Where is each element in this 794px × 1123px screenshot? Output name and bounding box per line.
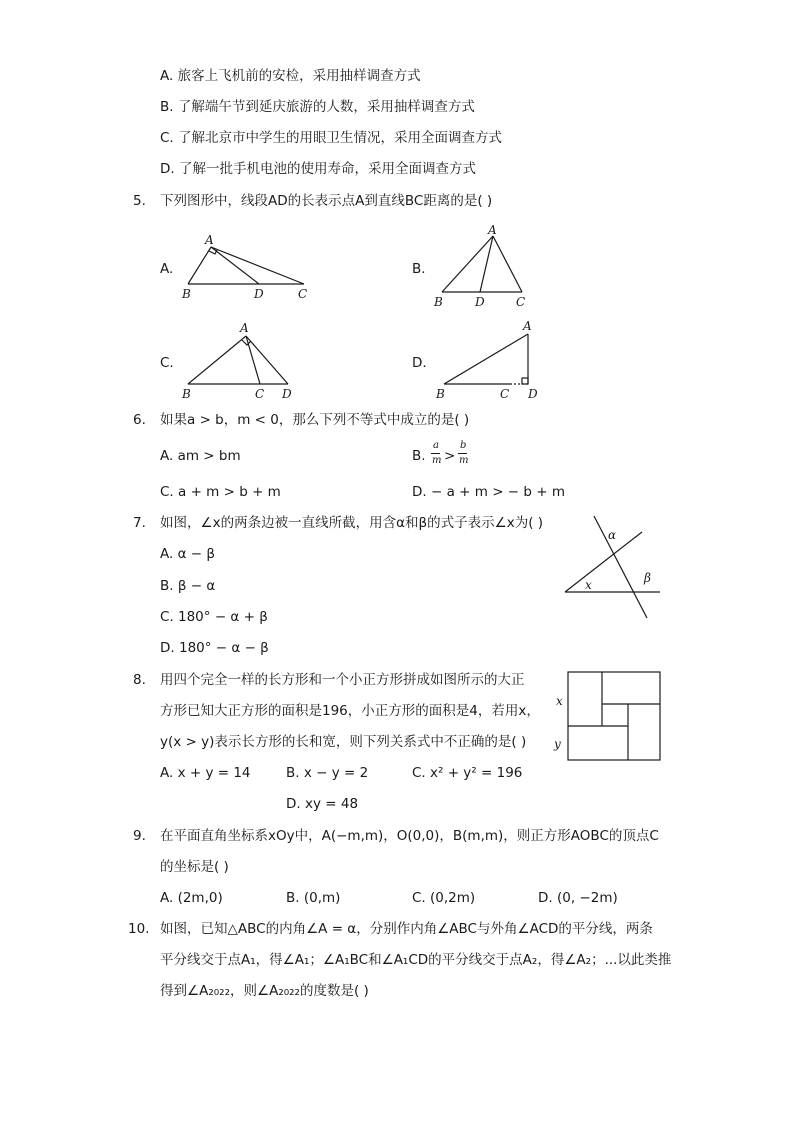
fig-a-point-b: B bbox=[182, 287, 191, 301]
q10-line-2: 平分线交于点A₁，得∠A₁；∠A₁BC和∠A₁CD的平分线交于点A₂，得∠A₂；...以此类推 bbox=[160, 952, 672, 968]
q9-number: 9. bbox=[133, 828, 146, 844]
q8-option-a: A. x + y = 14 bbox=[160, 765, 251, 781]
q8-line-1: 用四个完全一样的长方形和一个小正方形拼成如图所示的大正 bbox=[160, 672, 525, 688]
q6-b-fraction-bar-1 bbox=[431, 453, 440, 454]
q6-b-gt: > bbox=[444, 448, 456, 464]
q7-label-alpha: α bbox=[608, 528, 617, 542]
q7-option-d: D. 180° − α − β bbox=[160, 640, 269, 656]
q6-option-c: C. a + m > b + m bbox=[160, 484, 281, 500]
q9-option-a: A. (2m,0) bbox=[160, 890, 223, 906]
q9-option-b: B. (0,m) bbox=[286, 890, 341, 906]
q6-number: 6. bbox=[133, 412, 146, 428]
q10-number: 10. bbox=[128, 921, 150, 937]
q7-option-a: A. α − β bbox=[160, 546, 215, 562]
fig-c-point-d: D bbox=[282, 387, 292, 401]
q4-option-c: C. 了解北京市中学生的用眼卫生情况，采用全面调查方式 bbox=[160, 130, 503, 146]
q5-label-c: C. bbox=[160, 355, 174, 371]
q5-figure-c bbox=[178, 318, 298, 402]
q7-label-x: x bbox=[585, 578, 592, 592]
fig-c-point-a: A bbox=[240, 321, 249, 335]
q5-figure-b bbox=[428, 222, 538, 310]
q7-stem: 如图，∠x的两条边被一直线所截，用含α和β的式子表示∠x为( ) bbox=[160, 515, 544, 531]
q7-option-c: C. 180° − α + β bbox=[160, 609, 268, 625]
fig-a-point-c: C bbox=[298, 287, 308, 301]
q8-number: 8. bbox=[133, 672, 146, 688]
q5-figure-d bbox=[428, 318, 548, 402]
fig-d-point-c: C bbox=[500, 387, 510, 401]
q8-option-c: C. x² + y² = 196 bbox=[412, 765, 523, 781]
q5-label-b: B. bbox=[412, 261, 426, 277]
fig-d-point-a: A bbox=[523, 319, 532, 333]
q6-option-a: A. am > bm bbox=[160, 448, 241, 464]
q9-line-2: 的坐标是( ) bbox=[160, 859, 229, 875]
fig-a-point-a: A bbox=[205, 233, 214, 247]
q7-number: 7. bbox=[133, 515, 146, 531]
q9-option-d: D. (0, −2m) bbox=[538, 890, 618, 906]
q8-option-b: B. x − y = 2 bbox=[286, 765, 369, 781]
q6-option-d: D. − a + m > − b + m bbox=[412, 484, 566, 500]
fig-a-point-d: D bbox=[254, 287, 264, 301]
q5-stem: 下列图形中，线段AD的长表示点A到直线BC距离的是( ) bbox=[160, 193, 493, 209]
fig-b-point-b: B bbox=[434, 295, 443, 309]
q8-line-2: 方形已知大正方形的面积是196，小正方形的面积是4，若用x， bbox=[160, 703, 540, 719]
q8-line-3: y(x > y)表示长方形的长和宽，则下列关系式中不正确的是( ) bbox=[160, 734, 527, 750]
q10-line-1: 如图，已知△ABC的内角∠A = α，分别作内角∠ABC与外角∠ACD的平分线，两条 bbox=[160, 921, 653, 937]
q6-b-fraction-bar-2 bbox=[458, 453, 467, 454]
fig-d-point-b: B bbox=[436, 387, 445, 401]
fig-d-point-d: D bbox=[528, 387, 538, 401]
fig-c-point-b: B bbox=[182, 387, 191, 401]
q9-line-1: 在平面直角坐标系xOy中，A(−m,m)，O(0,0)，B(m,m)，则正方形AOBC的顶点C bbox=[160, 828, 659, 844]
q7-figure bbox=[560, 512, 670, 622]
q4-option-d: D. 了解一批手机电池的使用寿命，采用全面调查方式 bbox=[160, 161, 476, 177]
fig-b-point-a: A bbox=[488, 223, 497, 237]
q6-b-denominator-m2: m bbox=[459, 455, 469, 466]
q5-figure-a bbox=[178, 230, 318, 302]
fig-c-point-c: C bbox=[255, 387, 265, 401]
q8-figure bbox=[550, 668, 666, 764]
q10-line-3: 得到∠A₂₀₂₂，则∠A₂₀₂₂的度数是( ) bbox=[160, 983, 369, 999]
q7-option-b: B. β − α bbox=[160, 578, 216, 594]
q4-option-a: A. 旅客上飞机前的安检，采用抽样调查方式 bbox=[160, 68, 421, 84]
fig-b-point-c: C bbox=[516, 295, 526, 309]
q8-option-d: D. xy = 48 bbox=[286, 796, 359, 812]
q9-option-c: C. (0,2m) bbox=[412, 890, 476, 906]
q6-b-numerator-b: b bbox=[460, 440, 467, 451]
q6-b-denominator-m: m bbox=[432, 455, 442, 466]
q4-option-b: B. 了解端午节到延庆旅游的人数，采用抽样调查方式 bbox=[160, 99, 475, 115]
q5-label-a: A. bbox=[160, 261, 174, 277]
q5-label-d: D. bbox=[412, 355, 427, 371]
q6-option-b-label: B. bbox=[412, 448, 426, 464]
q8-label-x: x bbox=[556, 694, 563, 708]
q6-stem: 如果a > b，m < 0，那么下列不等式中成立的是( ) bbox=[160, 412, 470, 428]
q5-number: 5. bbox=[133, 193, 146, 209]
fig-b-point-d: D bbox=[475, 295, 485, 309]
q7-label-beta: β bbox=[644, 571, 651, 585]
q8-label-y: y bbox=[554, 737, 561, 751]
q6-b-numerator-a: a bbox=[433, 440, 439, 451]
